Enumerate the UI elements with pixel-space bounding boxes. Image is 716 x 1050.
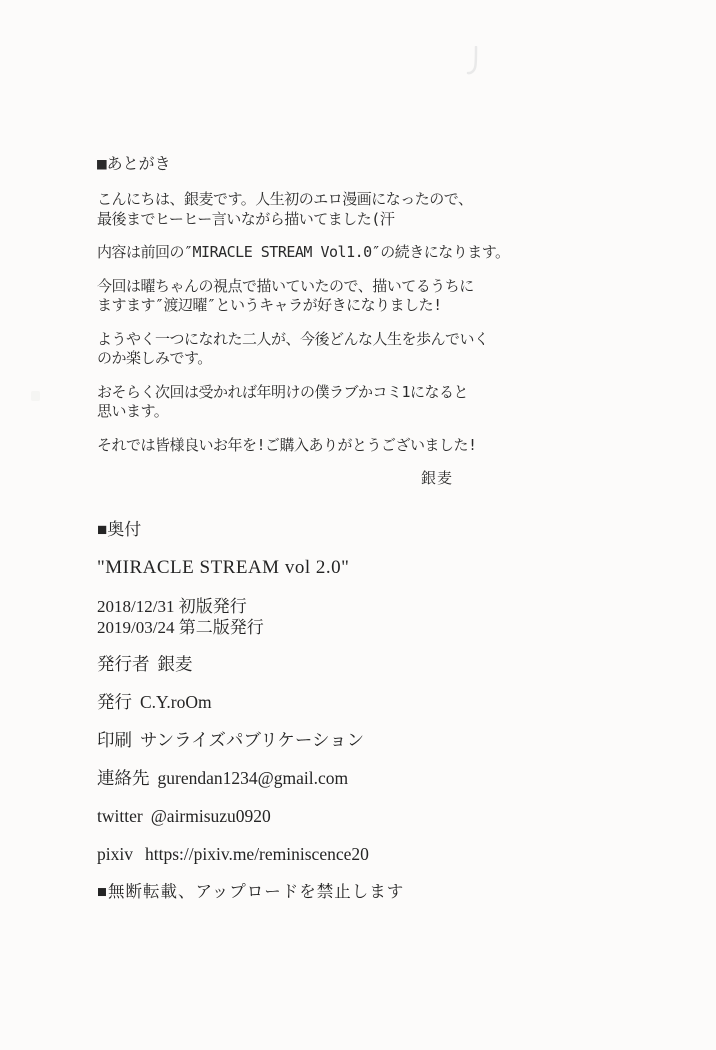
- no-reupload-notice: ■無断転載、アップロードを禁止します: [97, 882, 405, 901]
- entry-value: https://pixiv.me/reminiscence20: [144, 844, 369, 864]
- contact-entry: [97, 767, 404, 789]
- afterword-line: こんにちは、銀麦です。人生初のエロ漫画になったので、: [97, 190, 473, 208]
- pixiv-entry: [97, 843, 404, 865]
- afterword-section: [97, 154, 510, 489]
- doujin-title: "MIRACLE STREAM vol 2.0": [97, 557, 350, 578]
- printer-entry: [97, 729, 404, 751]
- circle-entry: [97, 691, 404, 713]
- first-edition-line: 2018/12/31 初版発行: [97, 597, 247, 616]
- scan-artifact-mark: [465, 46, 481, 76]
- entry-label: 印刷: [97, 730, 132, 750]
- afterword-line: ますます″渡辺曜″というキャラが好きになりました!: [97, 296, 442, 314]
- edition-dates: [97, 596, 404, 638]
- afterword-heading: ■あとがき: [97, 154, 171, 173]
- entry-value: C.Y.roOm: [140, 692, 212, 712]
- afterword-line: 思います。: [97, 402, 169, 420]
- colophon-section: [97, 519, 404, 903]
- scan-smudge-mark: [31, 391, 40, 401]
- entry-label: 連絡先: [97, 768, 150, 788]
- afterword-line: 内容は前回の″MIRACLE STREAM Vol1.0″の続きになります。: [97, 243, 510, 261]
- entry-value: @airmisuzu0920: [150, 806, 271, 826]
- afterword-line: おそらく次回は受かれば年明けの僕ラブかコミ1になると: [97, 382, 469, 401]
- afterword-line: 今回は曜ちゃんの視点で描いていたので、描いてるうちに: [97, 276, 474, 295]
- author-signature: 銀麦: [421, 469, 454, 487]
- entry-value: サンライズパブリケーション: [140, 730, 365, 750]
- afterword-line: それでは皆様良いお年を!ご購入ありがとうございました!: [97, 435, 477, 454]
- entry-label: 発行: [97, 692, 132, 712]
- entry-label: 発行者: [97, 654, 150, 674]
- entry-value: 銀麦: [157, 654, 193, 674]
- publisher-entry: [97, 653, 404, 675]
- twitter-entry: [97, 805, 404, 827]
- entry-label: twitter: [97, 806, 143, 826]
- afterword-line: 最後までヒーヒー言いながら描いてました(汗: [97, 209, 395, 228]
- second-edition-line: 2019/03/24 第二版発行: [97, 618, 264, 637]
- entry-value: gurendan1234@gmail.com: [157, 768, 349, 788]
- entry-label: pixiv: [97, 844, 133, 864]
- afterword-line: ようやく一つになれた二人が、今後どんな人生を歩んでいく: [97, 329, 489, 348]
- colophon-heading: ■奥付: [97, 520, 142, 539]
- afterword-line: のか楽しみです。: [97, 349, 212, 367]
